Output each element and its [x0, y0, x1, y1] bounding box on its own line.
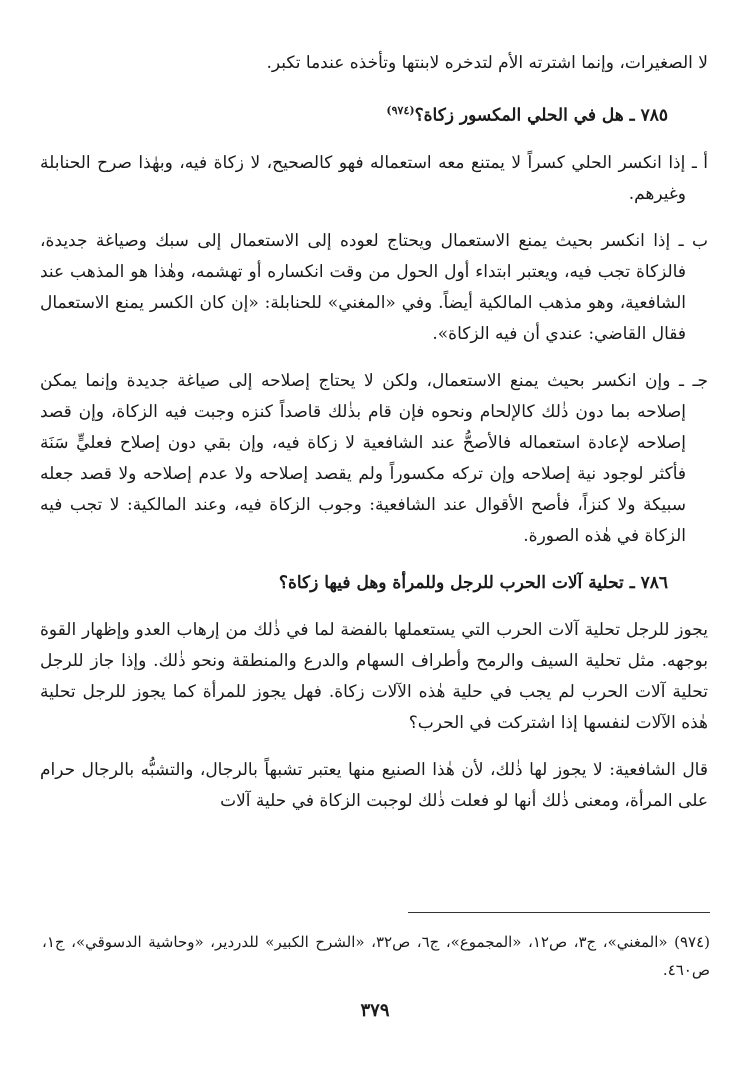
footnote-separator: [408, 912, 710, 913]
paragraph-786-1: يجوز للرجل تحلية آلات الحرب التي يستعملها بالفضة لما في ذٰلك من إرهاب العدو وإظهار القوة بوجهه. مثل تحلية السيف والرمح وأطراف السهام والدرع والمنطقة ونحو ذٰلك. وإذا جاز للرجل تحلية آلات الحرب لم يجب في حلية هٰذه الآلات زكاة. فهل يجوز للمرأة كما يجوز للرجل تحلية هٰذه الآلات لنفسها إذا اشتركت في الحرب؟: [40, 619, 708, 733]
page-number: ٣٧٩: [360, 1000, 390, 1021]
footnote-974: (٩٧٤) «المغني»، ج٣، ص١٢، «المجموع»، ج٦، ص٣٢، «الشرح الكبير» للدردير، «وحاشية الدسوقي»، ج١، ص٤٦٠.: [42, 933, 710, 979]
paragraph-c: جـ ـ وإن انكسر بحيث يمنع الاستعمال، ولكن لا يحتاج إصلاحه إلى صياغة جديدة وإنما يمكن إصلاحه بما دون ذٰلك كالإلحام ونحوه فإن قام بذٰلك قاصداً كنزه وجبت فيه الزكاة، وإن قصد إصلاحه لإعادة استعماله فالأصحُّ عند الشافعية لا زكاة فيه، وإن بقي دون إصلاح فعليٍّ سَنَة فأكثر لوجود نية إصلاحه وإن تركه مكسوراً ولم يقصد إصلاحه ولا عدم إصلاحه ولا قصد جعله سبيكة ولا كنزاً، فأصح الأقوال عند الشافعية: وجوب الزكاة فيه، وعند المالكية: لا تجب فيه الزكاة في هٰذه الصورة.: [40, 370, 708, 546]
question-785-heading: [40, 95, 668, 132]
page-body: [40, 48, 708, 833]
footnote-ref-974[interactable]: (٩٧٤): [386, 104, 415, 117]
question-785-title: ٧٨٥ ـ هل في الحلي المكسور زكاة؟: [414, 105, 668, 126]
paragraph-786-2: قال الشافعية: لا يجوز لها ذٰلك، لأن هٰذا الصنيع منها يعتبر تشبهاً بالرجال، والتشبُّه بالرجال حرام على المرأة، ومعنى ذٰلك أنها لو فعلت ذٰلك لوجبت الزكاة في حلية آلات: [40, 759, 708, 811]
top-line: لا الصغيرات، وإنما اشترته الأم لتدخره لابنتها وتأخذه عندما تكبر.: [266, 53, 708, 73]
paragraph-a: أ ـ إذا انكسر الحلي كسراً لا يمتنع معه استعماله فهو كالصحيح، لا زكاة فيه، وبهٰذا صرح الحنابلة وغيرهم.: [40, 152, 708, 204]
paragraph-b: ب ـ إذا انكسر بحيث يمنع الاستعمال ويحتاج لعوده إلى الاستعمال إلى سبك وصياغة جديدة، فالزكاة تجب فيه، ويعتبر ابتداء أول الحول من وقت انكساره أو تهشمه، وهٰذا هو المذهب عند الشافعية، وهو مذهب المالكية أيضاً. وفي «المغني» للحنابلة: «إن كان الكسر يمنع الاستعمال فقال القاضي: عندي أن فيه الزكاة».: [40, 230, 708, 344]
question-786-heading: ٧٨٦ ـ تحلية آلات الحرب للرجل وللمرأة وهل فيها زكاة؟: [278, 572, 668, 593]
